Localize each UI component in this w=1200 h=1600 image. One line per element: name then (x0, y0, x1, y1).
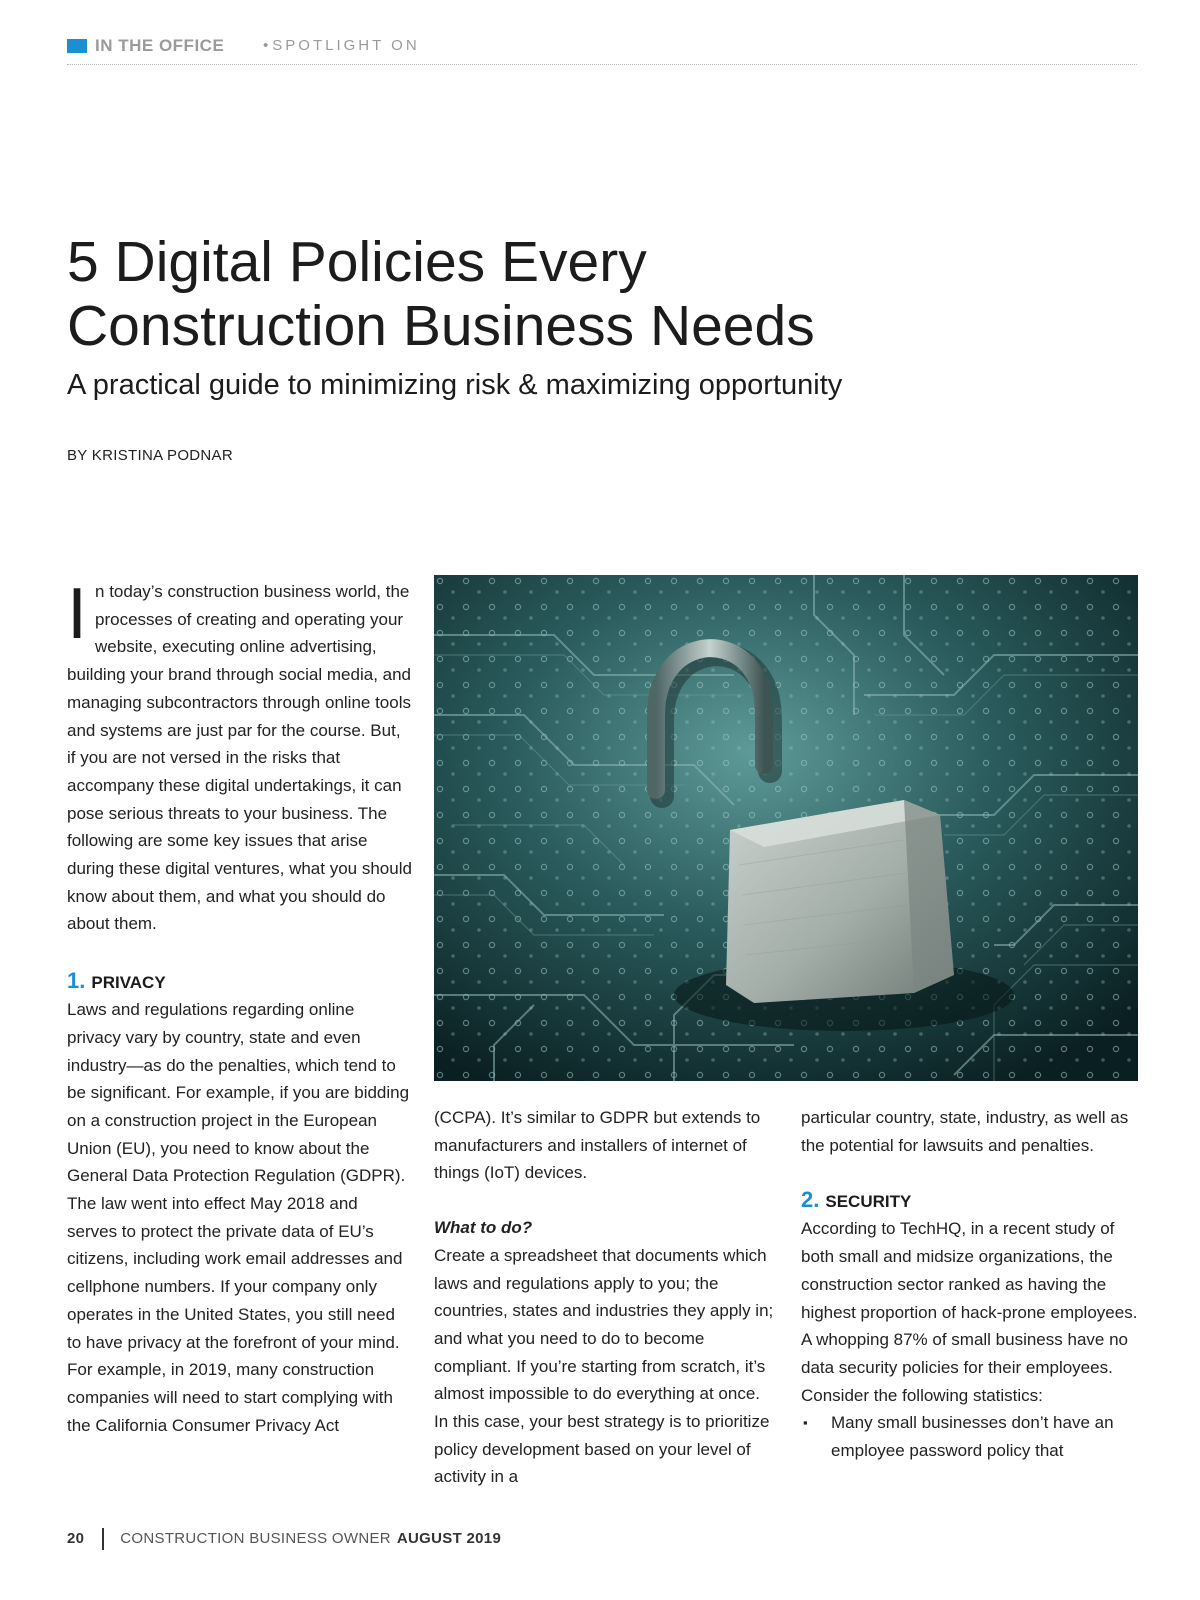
article-title (67, 230, 967, 358)
magazine-name: CONSTRUCTION BUSINESS OWNER (120, 1529, 391, 1547)
article-subtitle: A practical guide to minimizing risk & maximizing opportunity (67, 369, 843, 401)
section-heading-privacy (67, 967, 412, 996)
text-column-2 (434, 1104, 774, 1491)
article-title-line1: 5 Digital Policies Every (67, 230, 647, 294)
section-header (67, 36, 1137, 65)
section-title: SECURITY (825, 1192, 912, 1212)
what-to-do-subheading: What to do? (434, 1218, 533, 1238)
section-number: 1. (67, 968, 86, 994)
text-column-3 (801, 1104, 1146, 1465)
privacy-paragraph-continued: (CCPA). It’s similar to GDPR but extends to manufacturers and installers of internet of things (IoT) devices. (434, 1108, 761, 1183)
intro-paragraph (67, 574, 412, 938)
security-paragraph: According to TechHQ, in a recent study of both small and midsize organizations, the construction sector ranked as having the highest proportion of hack-prone employees. A whopping 87% of small business have no data security policies for their employees. Consider the following statistics: (801, 1219, 1138, 1405)
section-sublabel: • SPOTLIGHT ON (263, 37, 420, 54)
section-number: 2. (801, 1187, 820, 1213)
what-to-do-continued: particular country, state, industry, as well as the potential for lawsuits and penalties. (801, 1108, 1129, 1155)
page-footer (67, 1528, 501, 1550)
section-marker-square (67, 39, 87, 53)
article-byline: BY KRISTINA PODNAR (67, 447, 233, 464)
section-heading-security (801, 1186, 1146, 1215)
intro-text: n today’s construction business world, the processes of creating and operating your website, executing online advertising, building your brand through social media, and managing subcontractors through online tools and systems are just par for the course. But, if you are not versed in the risks that accompany these digital undertakings, it can pose serious threats to your business. The following are some key issues that arise during these digital ventures, what you should know about them, and what you should do about them. (67, 582, 412, 934)
issue-date: AUGUST 2019 (396, 1529, 502, 1547)
padlock-icon (434, 575, 1138, 1081)
section-title: PRIVACY (91, 973, 166, 993)
what-to-do-paragraph: Create a spreadsheet that documents which laws and regulations apply to you; the countries, states and industries they apply in; and what you need to do to become compliant. If you’re starting from scratch, it’s almost impossible to do everything at once. In this case, your best strategy is to prioritize policy development based on your level of activity in a (434, 1245, 774, 1487)
text-column-1 (67, 574, 412, 1439)
article-title-line2: Construction Business Needs (67, 294, 815, 358)
privacy-paragraph: Laws and regulations regarding online privacy vary by country, state and even industry—as do the penalties, which tend to be significant. For example, if you are bidding on a construction project in the European Union (EU), you need to know about the General Data Protection Regulation (GDPR). The law went into effect May 2018 and serves to protect the private data of EU’s citizens, including work email addresses and cellphone numbers. If your company only operates in the United States, you still need to have privacy at the forefront of your mind. For example, in 2019, many construction companies will need to start complying with the California Consumer Privacy Act (67, 1000, 410, 1435)
section-label: IN THE OFFICE (95, 36, 225, 55)
list-item: ▪ Many small businesses don’t have an employee password policy that (801, 1409, 1146, 1464)
padlock-circuit-photo (434, 575, 1138, 1081)
drop-cap: I (67, 574, 88, 654)
page-number: 20 (67, 1529, 85, 1547)
footer-divider (102, 1528, 104, 1550)
